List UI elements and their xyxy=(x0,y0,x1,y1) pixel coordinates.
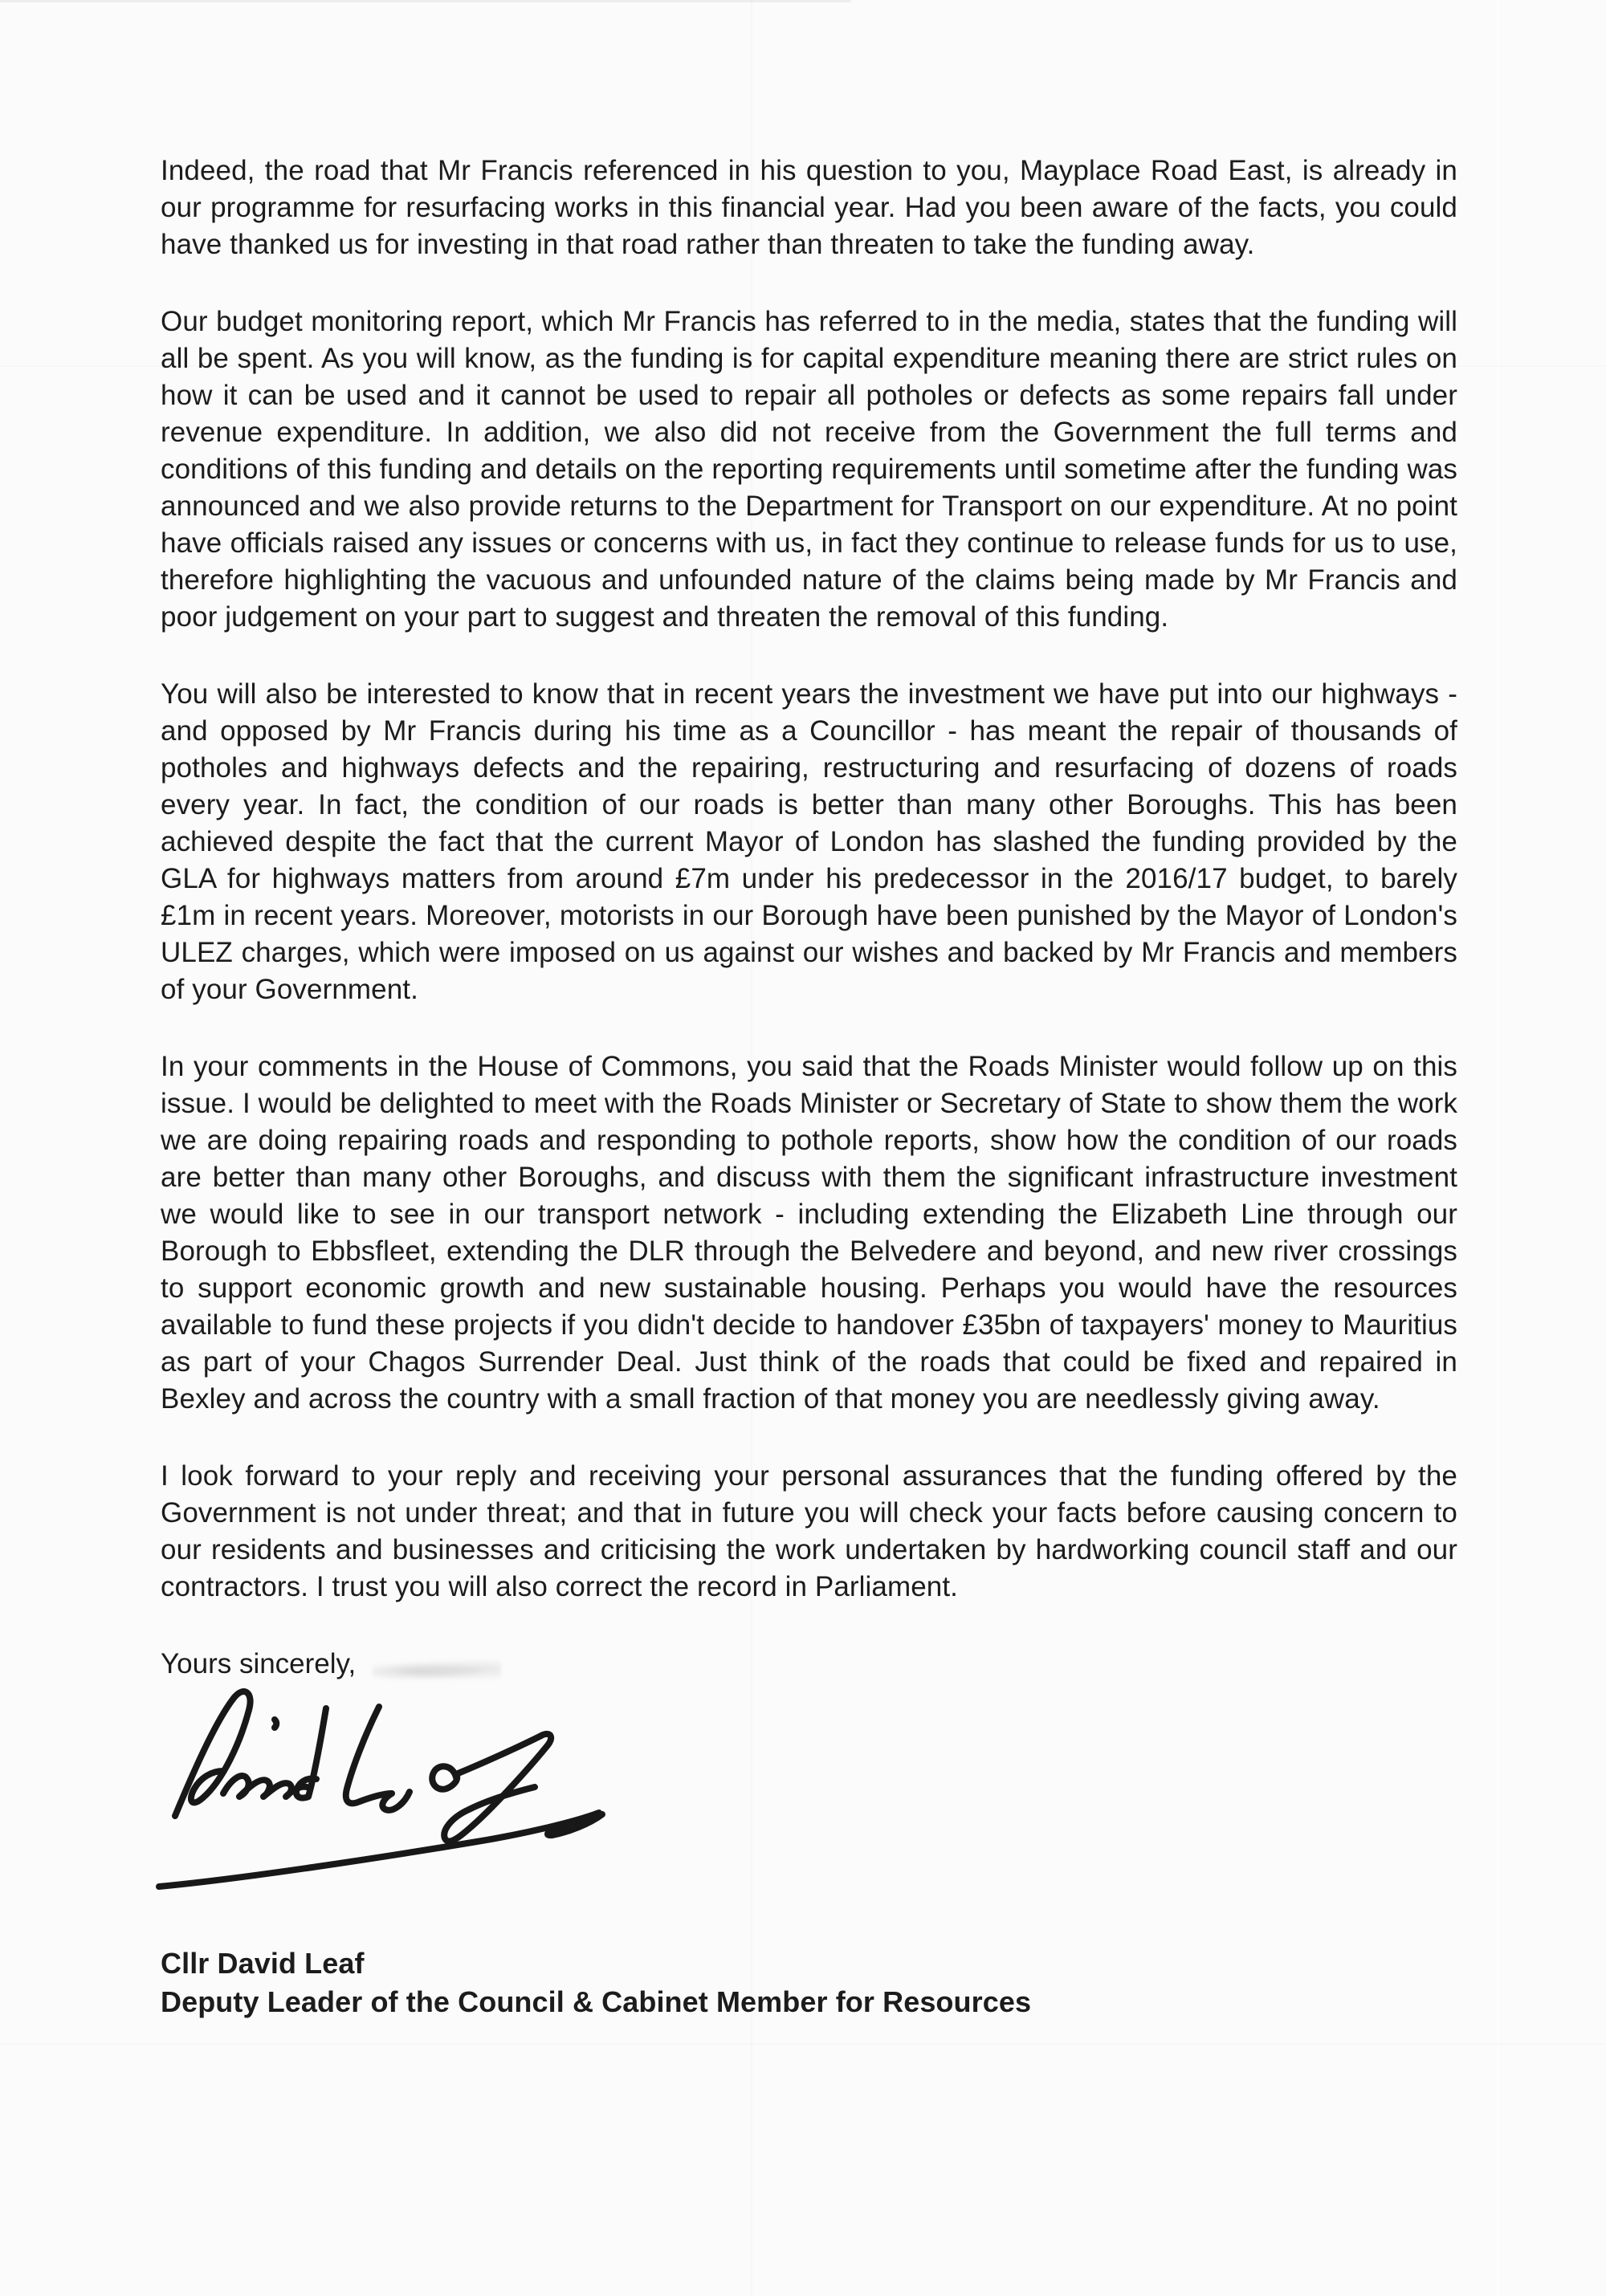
signer-name: Cllr David Leaf xyxy=(161,1947,365,1980)
letter-closing: Yours sincerely, xyxy=(161,1648,357,1679)
letter-paragraph-5: I look forward to your reply and receiving your personal assurances that the funding offered by the Government is not under threat; and that in future you will check your facts before causing concern to our residents and businesses and criticising the work undertaken by hardworking council staff and our contractors. I trust you will also correct the record in Parliament. xyxy=(161,1460,1457,1602)
scan-smudge-artifact xyxy=(373,1660,501,1683)
letter-paragraph-2: Our budget monitoring report, which Mr Francis has referred to in the media, states that the funding will all be spent. As you will know, as the funding is for capital expenditure meaning there are strict rules on how it can be used and it cannot be used to repair all potholes or defects as some repairs fall under revenue expenditure. In addition, we also did not receive from the Government the full terms and conditions of this funding and details on the reporting requirements until sometime after the funding was announced and we also provide returns to the Department for Transport on our expenditure. At no point have officials raised any issues or concerns with us, in fact they continue to release funds for us to use, therefore highlighting the vacuous and unfounded nature of the claims being made by Mr Francis and poor judgement on your part to suggest and threaten the removal of this funding. xyxy=(161,306,1457,633)
letter-body xyxy=(161,153,1457,2021)
letter-paragraph-3: You will also be interested to know that in recent years the investment we have put into our highways - and opposed by Mr Francis during his time as a Councillor - has meant the repair of thousands of potholes and highways defects and the repairing, restructuring and resurfacing of dozens of roads every year. In fact, the condition of our roads is better than many other Boroughs. This has been achieved despite the fact that the current Mayor of London has slashed the funding provided by the GLA for highways matters from around £7m under his predecessor in the 2016/17 budget, to barely £1m in recent years. Moreover, motorists in our Borough have been punished by the Mayor of London's ULEZ charges, which were imposed on us against our wishes and backed by Mr Francis and members of your Government. xyxy=(161,678,1457,1005)
letter-paragraph-4: In your comments in the House of Commons, you said that the Roads Minister would follow up on this issue. I would be delighted to meet with the Roads Minister or Secretary of State to show them the work we are doing repairing roads and responding to pothole reports, show how the condition of our roads are better than many other Boroughs, and discuss with them the significant infrastructure investment we would like to see in our transport network - including extending the Elizabeth Line through our Borough to Ebbsfleet, extending the DLR through the Belvedere and beyond, and new river crossings to support economic growth and new sustainable housing. Perhaps you would have the resources available to fund these projects if you didn't decide to handover £35bn of taxpayers' money to Mauritius as part of your Chagos Surrender Deal. Just think of the roads that could be fixed and repaired in Bexley and across the country with a small fraction of that money you are needlessly giving away. xyxy=(161,1051,1457,1415)
scan-seam xyxy=(0,2043,1606,2045)
signer-title: Deputy Leader of the Council & Cabinet Member for Resources xyxy=(161,1985,1032,2018)
scan-seam xyxy=(1498,0,1499,2296)
signoff-block xyxy=(161,1944,1457,2021)
signature-image xyxy=(156,1687,622,1896)
letter-paragraph-1: Indeed, the road that Mr Francis referenced in his question to you, Mayplace Road East, is already in our programme for resurfacing works in this financial year. Had you been aware of the facts, you could have thanked us for investing in that road rather than threaten to take the funding away. xyxy=(161,155,1457,260)
scan-edge-artifact xyxy=(0,0,851,2)
signature-block xyxy=(156,1687,622,1896)
